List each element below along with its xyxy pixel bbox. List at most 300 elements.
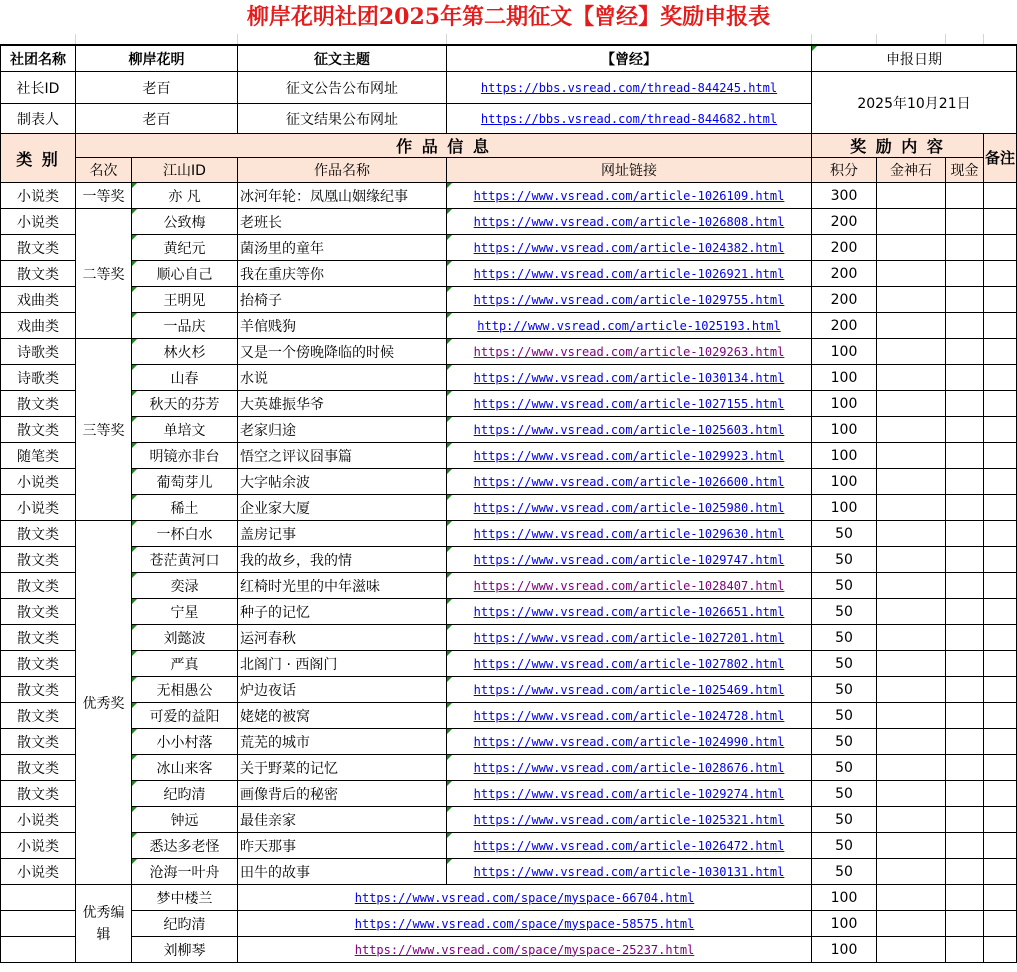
works-info-header: 作 品 信 息 (76, 134, 812, 158)
author-cell: 纪昀清 (132, 781, 238, 807)
work-title-cell: 老班长 (238, 209, 447, 235)
points-cell: 50 (812, 677, 877, 703)
category-cell (1, 911, 76, 937)
work-link[interactable]: https://www.vsread.com/article-1028407.html (447, 573, 812, 599)
cash-cell (946, 365, 984, 391)
author-cell: 沧海一叶舟 (132, 859, 238, 885)
author-cell: 黄纪元 (132, 235, 238, 261)
gold-cell (877, 469, 946, 495)
work-link[interactable]: https://www.vsread.com/article-1026808.html (447, 209, 812, 235)
work-title-cell: 羊倌贱狗 (238, 313, 447, 339)
gold-cell (877, 365, 946, 391)
author-cell: 小小村落 (132, 729, 238, 755)
points-cell: 50 (812, 859, 877, 885)
category-cell: 散文类 (1, 391, 76, 417)
cash-cell (946, 391, 984, 417)
note-cell (984, 287, 1017, 313)
cash-cell (946, 495, 984, 521)
points-cell: 50 (812, 703, 877, 729)
category-cell: 散文类 (1, 261, 76, 287)
points-cell: 50 (812, 781, 877, 807)
note-cell (984, 781, 1017, 807)
author-cell: 刘懿波 (132, 625, 238, 651)
gold-cell (877, 781, 946, 807)
category-cell: 小说类 (1, 859, 76, 885)
table-row (1, 859, 1017, 885)
category-cell: 散文类 (1, 755, 76, 781)
table-row (1, 807, 1017, 833)
cash-header: 现金 (946, 158, 984, 183)
table-row (1, 521, 1017, 547)
notice-label: 征文公告公布网址 (238, 72, 447, 104)
points-cell: 50 (812, 807, 877, 833)
category-cell: 小说类 (1, 833, 76, 859)
work-link[interactable]: https://www.vsread.com/article-1028676.html (447, 755, 812, 781)
table-row (1, 495, 1017, 521)
note-cell (984, 573, 1017, 599)
work-header: 作品名称 (238, 158, 447, 183)
president-label: 社长ID (1, 72, 76, 104)
work-link[interactable]: https://www.vsread.com/article-1026651.html (447, 599, 812, 625)
table-row (1, 885, 1017, 911)
cash-cell (946, 313, 984, 339)
author-cell: 无相愚公 (132, 677, 238, 703)
category-cell: 散文类 (1, 547, 76, 573)
cash-cell (946, 703, 984, 729)
cash-cell (946, 885, 984, 911)
category-cell: 散文类 (1, 573, 76, 599)
page-title: 柳岸花明社团2025年第二期征文【曾经】奖励申报表 (246, 4, 771, 30)
author-cell: 苍茫黄河口 (132, 547, 238, 573)
cash-cell (946, 573, 984, 599)
work-title-cell: 姥姥的被窝 (238, 703, 447, 729)
gold-cell (877, 443, 946, 469)
work-title-cell: 老家归途 (238, 417, 447, 443)
work-link[interactable]: https://www.vsread.com/article-1025321.html (447, 807, 812, 833)
author-cell: 悉达多老怪 (132, 833, 238, 859)
work-link[interactable]: https://www.vsread.com/article-1025603.html (447, 417, 812, 443)
spreadsheet-grid-strip (0, 34, 1017, 45)
gold-header: 金神石 (877, 158, 946, 183)
category-cell: 散文类 (1, 521, 76, 547)
work-title-cell: 抬椅子 (238, 287, 447, 313)
author-cell: 严真 (132, 651, 238, 677)
maker-label: 制表人 (1, 104, 76, 134)
theme-label: 征文主题 (238, 46, 447, 72)
points-header: 积分 (812, 158, 877, 183)
category-cell: 小说类 (1, 495, 76, 521)
points-cell: 100 (812, 885, 877, 911)
cash-cell (946, 859, 984, 885)
points-cell: 50 (812, 833, 877, 859)
gold-cell (877, 885, 946, 911)
category-cell: 小说类 (1, 807, 76, 833)
cash-cell (946, 443, 984, 469)
rank-cell: 优秀奖 (76, 521, 132, 885)
author-cell: 公致梅 (132, 209, 238, 235)
note-cell (984, 755, 1017, 781)
result-label: 征文结果公布网址 (238, 104, 447, 134)
author-cell: 单培文 (132, 417, 238, 443)
category-cell (1, 937, 76, 963)
table-row (1, 651, 1017, 677)
work-title-cell: 盖房记事 (238, 521, 447, 547)
club-label: 社团名称 (1, 46, 76, 72)
category-cell: 散文类 (1, 235, 76, 261)
cash-cell (946, 287, 984, 313)
work-link[interactable]: https://www.vsread.com/article-1024382.html (447, 235, 812, 261)
work-title-cell: 种子的记忆 (238, 599, 447, 625)
points-cell: 100 (812, 495, 877, 521)
work-link[interactable]: https://www.vsread.com/article-1027802.html (447, 651, 812, 677)
cash-cell (946, 209, 984, 235)
cash-cell (946, 625, 984, 651)
work-link[interactable]: https://www.vsread.com/article-1029263.html (447, 339, 812, 365)
work-link[interactable]: https://www.vsread.com/article-1027201.html (447, 625, 812, 651)
work-link[interactable]: https://www.vsread.com/article-1029755.html (447, 287, 812, 313)
gold-cell (877, 417, 946, 443)
work-title-cell: 北阁门 · 西阁门 (238, 651, 447, 677)
work-link[interactable]: https://www.vsread.com/article-1029747.html (447, 547, 812, 573)
award-table (0, 45, 1017, 963)
author-cell: 宁星 (132, 599, 238, 625)
author-cell: 奕渌 (132, 573, 238, 599)
author-cell: 秋天的芬芳 (132, 391, 238, 417)
note-cell (984, 885, 1017, 911)
gold-cell (877, 209, 946, 235)
work-title-cell: 红椅时光里的中年滋味 (238, 573, 447, 599)
work-title-cell: 又是一个傍晚降临的时候 (238, 339, 447, 365)
category-cell: 戏曲类 (1, 287, 76, 313)
author-cell: 稀土 (132, 495, 238, 521)
points-cell: 200 (812, 261, 877, 287)
work-title-cell: 最佳亲家 (238, 807, 447, 833)
work-link[interactable]: https://www.vsread.com/article-1029630.html (447, 521, 812, 547)
note-header: 备注 (984, 134, 1017, 183)
note-cell (984, 599, 1017, 625)
points-cell: 200 (812, 209, 877, 235)
author-header: 江山ID (132, 158, 238, 183)
table-row (1, 235, 1017, 261)
gold-cell (877, 183, 946, 209)
points-cell: 50 (812, 599, 877, 625)
editor-cell: 刘柳琴 (132, 937, 238, 963)
table-row (1, 183, 1017, 209)
note-cell (984, 183, 1017, 209)
cash-cell (946, 729, 984, 755)
cash-cell (946, 755, 984, 781)
gold-cell (877, 807, 946, 833)
note-cell (984, 833, 1017, 859)
table-row (1, 755, 1017, 781)
table-row (1, 573, 1017, 599)
work-title-cell: 水说 (238, 365, 447, 391)
table-row (1, 547, 1017, 573)
points-cell: 100 (812, 469, 877, 495)
table-row (1, 703, 1017, 729)
author-cell: 亦 凡 (132, 183, 238, 209)
points-cell: 200 (812, 235, 877, 261)
points-cell: 200 (812, 313, 877, 339)
date-value: 2025年10月21日 (812, 72, 1017, 134)
work-link[interactable]: https://www.vsread.com/article-1026472.html (447, 833, 812, 859)
author-cell: 明镜亦非台 (132, 443, 238, 469)
gold-cell (877, 313, 946, 339)
author-cell: 冰山来客 (132, 755, 238, 781)
table-row (1, 781, 1017, 807)
cash-cell (946, 807, 984, 833)
cash-cell (946, 937, 984, 963)
points-cell: 200 (812, 287, 877, 313)
work-title-cell: 企业家大厦 (238, 495, 447, 521)
work-title-cell: 悟空之评议囧事篇 (238, 443, 447, 469)
gold-cell (877, 729, 946, 755)
rank-cell: 三等奖 (76, 339, 132, 521)
table-row (1, 469, 1017, 495)
author-cell: 钟远 (132, 807, 238, 833)
note-cell (984, 261, 1017, 287)
work-title-cell: 大字帖余波 (238, 469, 447, 495)
table-row (1, 261, 1017, 287)
note-cell (984, 521, 1017, 547)
gold-cell (877, 755, 946, 781)
work-link[interactable]: https://www.vsread.com/article-1026921.html (447, 261, 812, 287)
gold-cell (877, 937, 946, 963)
work-title-cell: 大英雄振华爷 (238, 391, 447, 417)
cash-cell (946, 417, 984, 443)
table-row (1, 209, 1017, 235)
editor-link[interactable]: https://www.vsread.com/space/myspace-58575.html (238, 911, 812, 937)
rank-cell: 一等奖 (76, 183, 132, 209)
editor-cell: 梦中楼兰 (132, 885, 238, 911)
points-cell: 50 (812, 729, 877, 755)
reward-header: 奖 励 内 容 (812, 134, 984, 158)
note-cell (984, 209, 1017, 235)
work-title-cell: 菌汤里的童年 (238, 235, 447, 261)
gold-cell (877, 651, 946, 677)
table-row (1, 443, 1017, 469)
cash-cell (946, 911, 984, 937)
note-cell (984, 677, 1017, 703)
category-cell: 散文类 (1, 625, 76, 651)
note-cell (984, 495, 1017, 521)
note-cell (984, 807, 1017, 833)
gold-cell (877, 625, 946, 651)
work-link[interactable]: https://www.vsread.com/article-1026600.html (447, 469, 812, 495)
points-cell: 50 (812, 625, 877, 651)
table-row (1, 625, 1017, 651)
work-title-cell: 田牛的故事 (238, 859, 447, 885)
note-cell (984, 443, 1017, 469)
note-cell (984, 651, 1017, 677)
category-cell: 散文类 (1, 703, 76, 729)
work-title-cell: 冰河年轮：凤凰山姻缘纪事 (238, 183, 447, 209)
author-cell: 可爱的益阳 (132, 703, 238, 729)
link-header: 网址链接 (447, 158, 812, 183)
editor-cell: 纪昀清 (132, 911, 238, 937)
work-link[interactable]: https://www.vsread.com/article-1024990.html (447, 729, 812, 755)
author-cell: 一品庆 (132, 313, 238, 339)
gold-cell (877, 391, 946, 417)
editor-link[interactable]: https://www.vsread.com/space/myspace-25237.html (238, 937, 812, 963)
rank-header: 名次 (76, 158, 132, 183)
author-cell: 林火杉 (132, 339, 238, 365)
president-value: 老百 (76, 72, 238, 104)
note-cell (984, 859, 1017, 885)
category-cell (1, 885, 76, 911)
date-label: 申报日期 (812, 46, 1017, 72)
points-cell: 50 (812, 755, 877, 781)
work-link[interactable]: https://www.vsread.com/article-1026109.html (447, 183, 812, 209)
cash-cell (946, 339, 984, 365)
points-cell: 50 (812, 547, 877, 573)
work-link[interactable]: http://www.vsread.com/article-1025193.html (447, 313, 812, 339)
category-cell: 散文类 (1, 651, 76, 677)
cash-cell (946, 651, 984, 677)
points-cell: 100 (812, 339, 877, 365)
category-cell: 散文类 (1, 677, 76, 703)
result-link[interactable]: https://bbs.vsread.com/thread-844682.html (447, 104, 812, 134)
work-title-cell: 荒芜的城市 (238, 729, 447, 755)
work-link[interactable]: https://www.vsread.com/article-1025980.html (447, 495, 812, 521)
points-cell: 100 (812, 937, 877, 963)
category-cell: 小说类 (1, 183, 76, 209)
category-cell: 诗歌类 (1, 339, 76, 365)
table-row (1, 313, 1017, 339)
table-row (1, 417, 1017, 443)
note-cell (984, 313, 1017, 339)
table-row (1, 339, 1017, 365)
cash-cell (946, 183, 984, 209)
work-link[interactable]: https://www.vsread.com/article-1029274.html (447, 781, 812, 807)
cash-cell (946, 781, 984, 807)
rank-cell: 二等奖 (76, 209, 132, 339)
gold-cell (877, 677, 946, 703)
gold-cell (877, 911, 946, 937)
note-cell (984, 911, 1017, 937)
table-row (1, 677, 1017, 703)
cash-cell (946, 235, 984, 261)
notice-link[interactable]: https://bbs.vsread.com/thread-844245.html (447, 72, 812, 104)
gold-cell (877, 261, 946, 287)
gold-cell (877, 235, 946, 261)
note-cell (984, 391, 1017, 417)
note-cell (984, 417, 1017, 443)
gold-cell (877, 521, 946, 547)
table-row (1, 599, 1017, 625)
category-cell: 散文类 (1, 729, 76, 755)
category-cell: 散文类 (1, 781, 76, 807)
gold-cell (877, 833, 946, 859)
gold-cell (877, 287, 946, 313)
points-cell: 100 (812, 365, 877, 391)
author-cell: 顺心自己 (132, 261, 238, 287)
gold-cell (877, 547, 946, 573)
editor-link[interactable]: https://www.vsread.com/space/myspace-66704.html (238, 885, 812, 911)
table-row (1, 833, 1017, 859)
cash-cell (946, 833, 984, 859)
note-cell (984, 937, 1017, 963)
work-link[interactable]: https://www.vsread.com/article-1030134.html (447, 365, 812, 391)
work-link[interactable]: https://www.vsread.com/article-1024728.html (447, 703, 812, 729)
category-header: 类 别 (1, 134, 76, 183)
work-title-cell: 昨天那事 (238, 833, 447, 859)
work-title-cell: 关于野菜的记忆 (238, 755, 447, 781)
work-title-cell: 我在重庆等你 (238, 261, 447, 287)
rank-cell: 优秀编辑 (76, 885, 132, 963)
points-cell: 100 (812, 911, 877, 937)
note-cell (984, 625, 1017, 651)
author-cell: 葡萄芽儿 (132, 469, 238, 495)
category-cell: 随笔类 (1, 443, 76, 469)
note-cell (984, 339, 1017, 365)
table-row (1, 729, 1017, 755)
gold-cell (877, 859, 946, 885)
work-title-cell: 运河春秋 (238, 625, 447, 651)
gold-cell (877, 703, 946, 729)
table-row (1, 911, 1017, 937)
note-cell (984, 235, 1017, 261)
gold-cell (877, 573, 946, 599)
cash-cell (946, 599, 984, 625)
work-link[interactable]: https://www.vsread.com/article-1030131.html (447, 859, 812, 885)
cash-cell (946, 547, 984, 573)
points-cell: 50 (812, 651, 877, 677)
cash-cell (946, 521, 984, 547)
author-cell: 山春 (132, 365, 238, 391)
table-row (1, 365, 1017, 391)
author-cell: 一杯白水 (132, 521, 238, 547)
points-cell: 50 (812, 521, 877, 547)
note-cell (984, 729, 1017, 755)
work-link[interactable]: https://www.vsread.com/article-1025469.html (447, 677, 812, 703)
category-cell: 诗歌类 (1, 365, 76, 391)
author-cell: 王明见 (132, 287, 238, 313)
gold-cell (877, 599, 946, 625)
points-cell: 50 (812, 573, 877, 599)
work-title-cell: 我的故乡，我的情 (238, 547, 447, 573)
points-cell: 100 (812, 417, 877, 443)
category-cell: 散文类 (1, 417, 76, 443)
cash-cell (946, 677, 984, 703)
points-cell: 300 (812, 183, 877, 209)
work-title-cell: 炉边夜话 (238, 677, 447, 703)
category-cell: 散文类 (1, 599, 76, 625)
category-cell: 戏曲类 (1, 313, 76, 339)
category-cell: 小说类 (1, 469, 76, 495)
club-value: 柳岸花明 (76, 46, 238, 72)
table-row (1, 937, 1017, 963)
work-link[interactable]: https://www.vsread.com/article-1027155.html (447, 391, 812, 417)
table-row (1, 391, 1017, 417)
gold-cell (877, 339, 946, 365)
cash-cell (946, 469, 984, 495)
note-cell (984, 365, 1017, 391)
cash-cell (946, 261, 984, 287)
theme-value: 【曾经】 (447, 46, 812, 72)
category-cell: 小说类 (1, 209, 76, 235)
note-cell (984, 469, 1017, 495)
table-row (1, 287, 1017, 313)
note-cell (984, 703, 1017, 729)
gold-cell (877, 495, 946, 521)
points-cell: 100 (812, 443, 877, 469)
maker-value: 老百 (76, 104, 238, 134)
work-title-cell: 画像背后的秘密 (238, 781, 447, 807)
points-cell: 100 (812, 391, 877, 417)
work-link[interactable]: https://www.vsread.com/article-1029923.html (447, 443, 812, 469)
note-cell (984, 547, 1017, 573)
